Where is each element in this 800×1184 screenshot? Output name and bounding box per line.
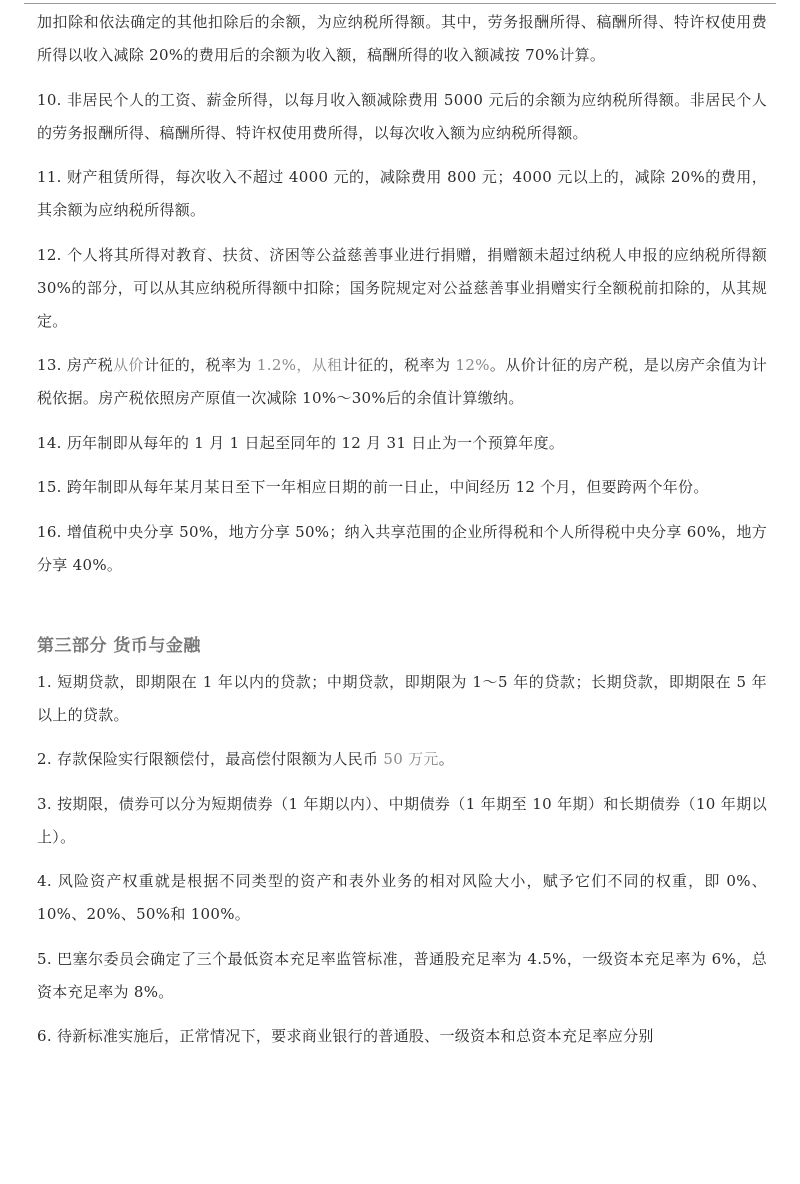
p13-rate-value: 1.2% bbox=[251, 356, 297, 374]
p13-text: 计征的，税率为 bbox=[143, 356, 252, 374]
paragraph-item-15: 15. 跨年制即从每年某月某日至下一年相应日期的前一日止，中间经历 12 个月，但要跨两个年份。 bbox=[37, 478, 709, 496]
paragraph-s3: 3. 按期限，债券可以分为短期债券（1 年期以内）、中期债券（1 年期至 10 年期）和长期债券（10 年期以上）。 bbox=[37, 794, 767, 846]
p13-rent-rate-value: 12% bbox=[450, 356, 490, 374]
paragraph-s2 bbox=[37, 743, 767, 776]
header-rule bbox=[24, 3, 776, 4]
p13-tail: 。从价计征的房产税，是以房产余值为计税依据。房产税依照房产原值一次减除 10%～30%后的余值计算缴纳。 bbox=[37, 356, 768, 407]
p13-highlight-ad-valorem: 从价 bbox=[113, 356, 144, 374]
s2-lead: 2. 存款保险实行限额偿付，最高偿付限额为人民币 bbox=[37, 750, 379, 768]
p13-text-2: 计征的，税率为 bbox=[342, 356, 451, 374]
paragraph-s1: 1. 短期贷款，即期限在 1 年以内的贷款；中期贷款，即期限为 1～5 年的贷款；长期贷款，即期限在 5 年以上的贷款。 bbox=[37, 672, 767, 724]
s2-amount-value: 50 万元 bbox=[378, 750, 439, 768]
paragraph-item-16: 16. 增值税中央分享 50%，地方分享 50%；纳入共享范围的企业所得税和个人所得税中央分享 60%，地方分享 40%。 bbox=[37, 522, 767, 574]
paragraph-s6: 6. 待新标准实施后，正常情况下，要求商业银行的普通股、一级资本和总资本充足率应分别 bbox=[37, 1027, 654, 1045]
s2-tail: 。 bbox=[438, 750, 455, 768]
paragraph-item-12: 12. 个人将其所得对教育、扶贫、济困等公益慈善事业进行捐赠，捐赠额未超过纳税人申报的应纳税所得额 30%的部分，可以从其应纳税所得额中扣除；国务院规定对公益慈善事业捐赠实行全额税前扣除的，从其规定。 bbox=[37, 245, 767, 330]
section-heading: 第三部分 货币与金融 bbox=[37, 635, 201, 656]
paragraph-continuation: 加扣除和依法确定的其他扣除后的余额，为应纳税所得额。其中，劳务报酬所得、稿酬所得、特许权使用费所得以收入减除 20%的费用后的余额为收入额，稿酬所得的收入额减按 70%计算。 bbox=[37, 13, 767, 64]
paragraph-item-14: 14. 历年制即从每年的 1 月 1 日起至同年的 12 月 31 日止为一个预算年度。 bbox=[37, 433, 565, 452]
p13-lead: 13. 房产税 bbox=[37, 356, 114, 374]
paragraph-s4: 4. 风险资产权重就是根据不同类型的资产和表外业务的相对风险大小，赋予它们不同的权重，即 0%、10%、20%、50%和 100%。 bbox=[37, 872, 767, 923]
document-page bbox=[37, 6, 767, 1065]
p13-highlight-rent: ，从租 bbox=[296, 356, 343, 374]
paragraph-s5: 5. 巴塞尔委员会确定了三个最低资本充足率监管标准，普通股充足率为 4.5%，一级资本充足率为 6%，总资本充足率为 8%。 bbox=[37, 949, 767, 1001]
paragraph-item-13 bbox=[37, 349, 767, 415]
paragraph-item-11: 11. 财产租赁所得，每次收入不超过 4000 元的，减除费用 800 元；4000 元以上的，减除 20%的费用，其余额为应纳税所得额。 bbox=[37, 168, 767, 219]
paragraph-item-10: 10. 非居民个人的工资、薪金所得，以每月收入额减除费用 5000 元后的余额为应纳税所得额。非居民个人的劳务报酬所得、稿酬所得、特许权使用费所得，以每次收入额为应纳税所得额。 bbox=[37, 90, 767, 142]
